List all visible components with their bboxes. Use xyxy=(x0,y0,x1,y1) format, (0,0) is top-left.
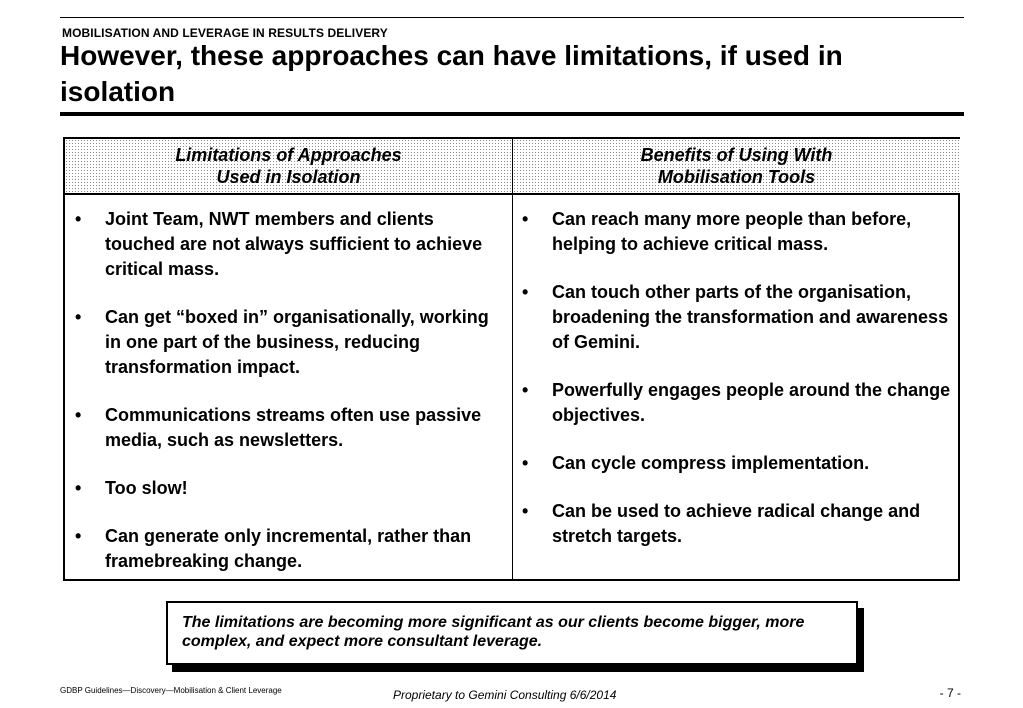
limitations-heading: Limitations of Approaches Used in Isolation xyxy=(175,145,402,187)
comparison-table xyxy=(63,137,960,581)
section-kicker: MOBILISATION AND LEVERAGE IN RESULTS DELIVERY xyxy=(62,26,388,40)
footer-document-path: GDBP Guidelines—Discovery—Mobilisation & Client Leverage xyxy=(60,686,282,695)
limitation-item: • Can get “boxed in” organisationally, working in one part of the business, reducing transformation impact. xyxy=(73,305,503,380)
benefit-item: • Can cycle compress implementation. xyxy=(520,451,952,476)
benefits-header-cell xyxy=(513,139,960,195)
benefit-item: • Can be used to achieve radical change and stretch targets. xyxy=(520,499,952,549)
benefit-item: • Can touch other parts of the organisation, broadening the transformation and awareness of Gemini. xyxy=(520,280,952,355)
note-box: The limitations are becoming more significant as our clients become bigger, more complex, and expect more consultant leverage. xyxy=(166,601,858,665)
limitation-item: • Too slow! xyxy=(73,476,503,501)
limitations-column xyxy=(73,207,503,597)
footer-page-number: - 7 - xyxy=(939,686,961,700)
limitations-list xyxy=(73,207,503,574)
limitation-item: • Joint Team, NWT members and clients touched are not always sufficient to achieve critical mass. xyxy=(73,207,503,282)
top-rule xyxy=(60,17,964,18)
slide-title: However, these approaches can have limitations, if used in isolation xyxy=(60,40,843,107)
benefit-item: • Powerfully engages people around the change objectives. xyxy=(520,378,952,428)
benefits-list xyxy=(520,207,952,549)
limitation-item: • Can generate only incremental, rather than framebreaking change. xyxy=(73,524,503,574)
limitation-item: • Communications streams often use passive media, such as newsletters. xyxy=(73,403,503,453)
column-divider xyxy=(512,139,513,579)
title-rule xyxy=(60,112,964,116)
footer-proprietary-notice: Proprietary to Gemini Consulting 6/6/2014 xyxy=(393,688,617,702)
benefits-heading: Benefits of Using With Mobilisation Tools xyxy=(640,145,833,187)
limitations-header-cell xyxy=(65,139,512,195)
benefit-item: • Can reach many more people than before, helping to achieve critical mass. xyxy=(520,207,952,257)
benefits-column xyxy=(520,207,952,572)
